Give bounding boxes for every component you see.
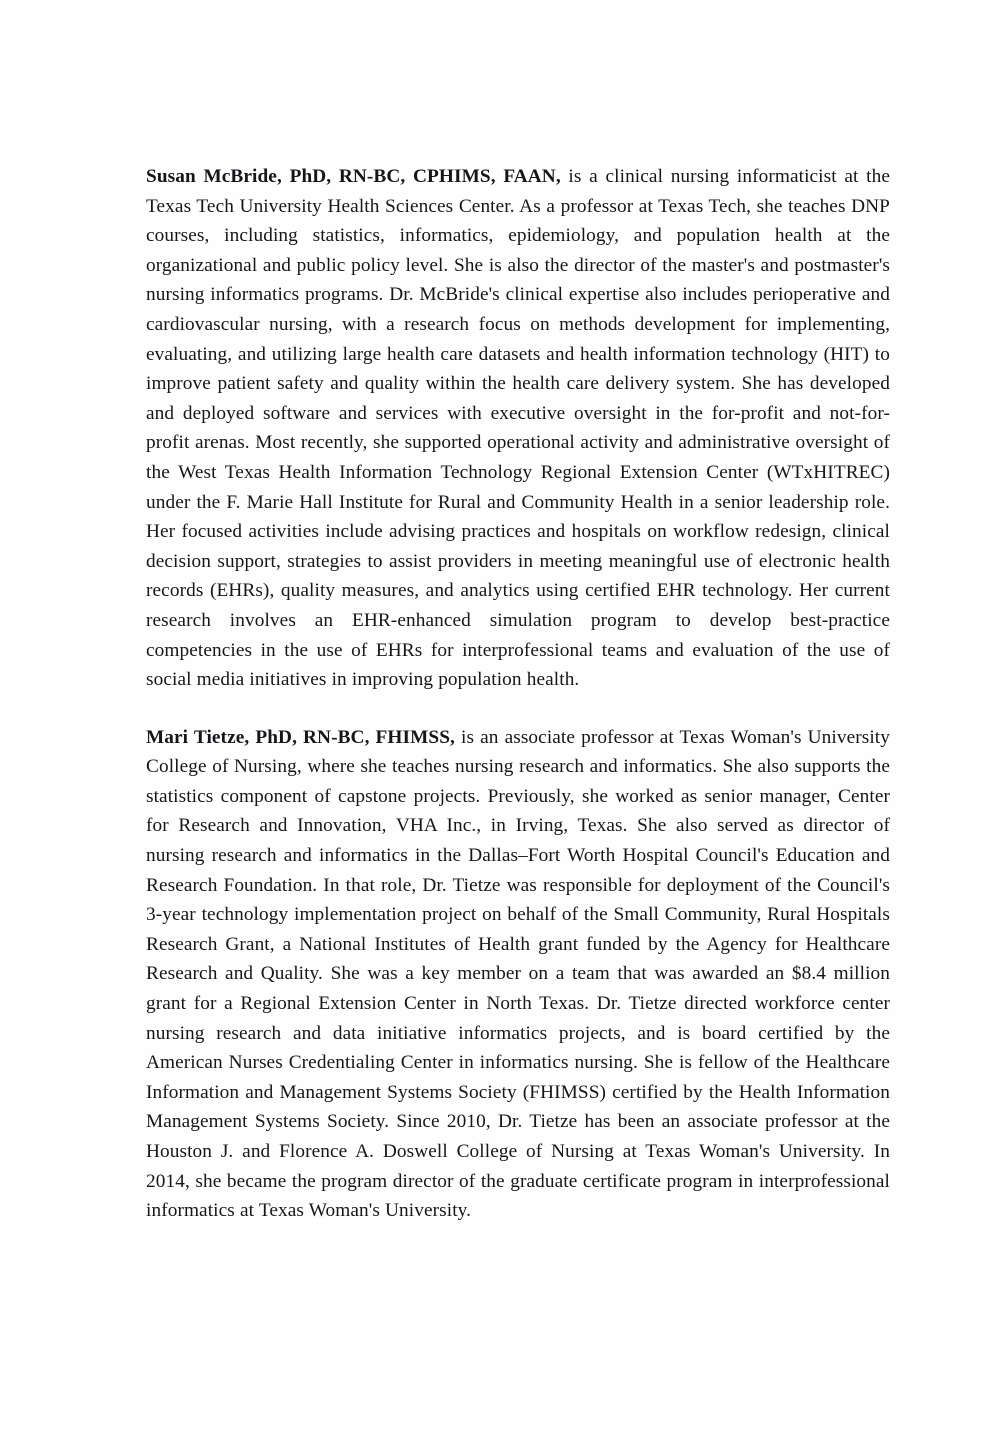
biography-name-mcbride: Susan McBride, PhD, RN-BC, CPHIMS, FAAN, [146, 166, 561, 187]
biography-body-tietze: is an associate professor at Texas Woman's University College of Nursing, where she teaches nursing research and informatics. She also supports the statistics component of capstone projects. Previously, she worked as senior manager, Center for Research and Innovation, VHA Inc., in Irving, Texas. She also served as director of nursing research and informatics in the Dallas–Fort Worth Hospital Council's Education and Research Foundation. In that role, Dr. Tietze was responsible for deployment of the Council's 3-year technology implementation project on behalf of the Small Community, Rural Hospitals Research Grant, a National Institutes of Health grant funded by the Agency for Healthcare Research and Quality. She was a key member on a team that was awarded an $8.4 million grant for a Regional Extension Center in North Texas. Dr. Tietze directed workforce center nursing research and data initiative informatics projects, and is board certified by the American Nurses Credentialing Center in informatics nursing. She is fellow of the Healthcare Information and Management Systems Society (FHIMSS) certified by the Health Information Management Systems Society. Since 2010, Dr. Tietze has been an associate professor at the Houston J. and Florence A. Doswell College of Nursing at Texas Woman's University. In 2014, she became the program director of the graduate certificate program in interprofessional informatics at Texas Woman's University. [146, 726, 890, 1222]
biography-paragraph [146, 162, 890, 695]
biography-name-tietze: Mari Tietze, PhD, RN-BC, FHIMSS, [146, 726, 455, 748]
page-content [146, 162, 890, 1226]
biography-body-mcbride: is a clinical nursing informaticist at the Texas Tech University Health Sciences Center. As a professor at Texas Tech, she teaches DNP courses, including statistics, informatics, epidemiology, and population health at the organizational and public policy level. She is also the director of the master's and postmaster's nursing informatics programs. Dr. McBride's clinical expertise also includes perioperative and cardiovascular nursing, with a research focus on methods development for implementing, evaluating, and utilizing large health care datasets and health information technology (HIT) to improve patient safety and quality within the health care delivery system. She has developed and deployed software and services with executive oversight in the for-profit and not-for-profit arenas. Most recently, she supported operational activity and administrative oversight of the West Texas Health Information Technology Regional Extension Center (WTxHITREC) under the F. Marie Hall Institute for Rural and Community Health in a senior leadership role. Her focused activities include advising practices and hospitals on workflow redesign, clinical decision support, strategies to assist providers in meeting meaningful use of electronic health records (EHRs), quality measures, and analytics using certified EHR technology. Her current research involves an EHR-enhanced simulation program to develop best-practice competencies in the use of EHRs for interprofessional teams and evaluation of the use of social media initiatives in improving population health. [146, 166, 890, 691]
biography-paragraph [146, 723, 890, 1226]
